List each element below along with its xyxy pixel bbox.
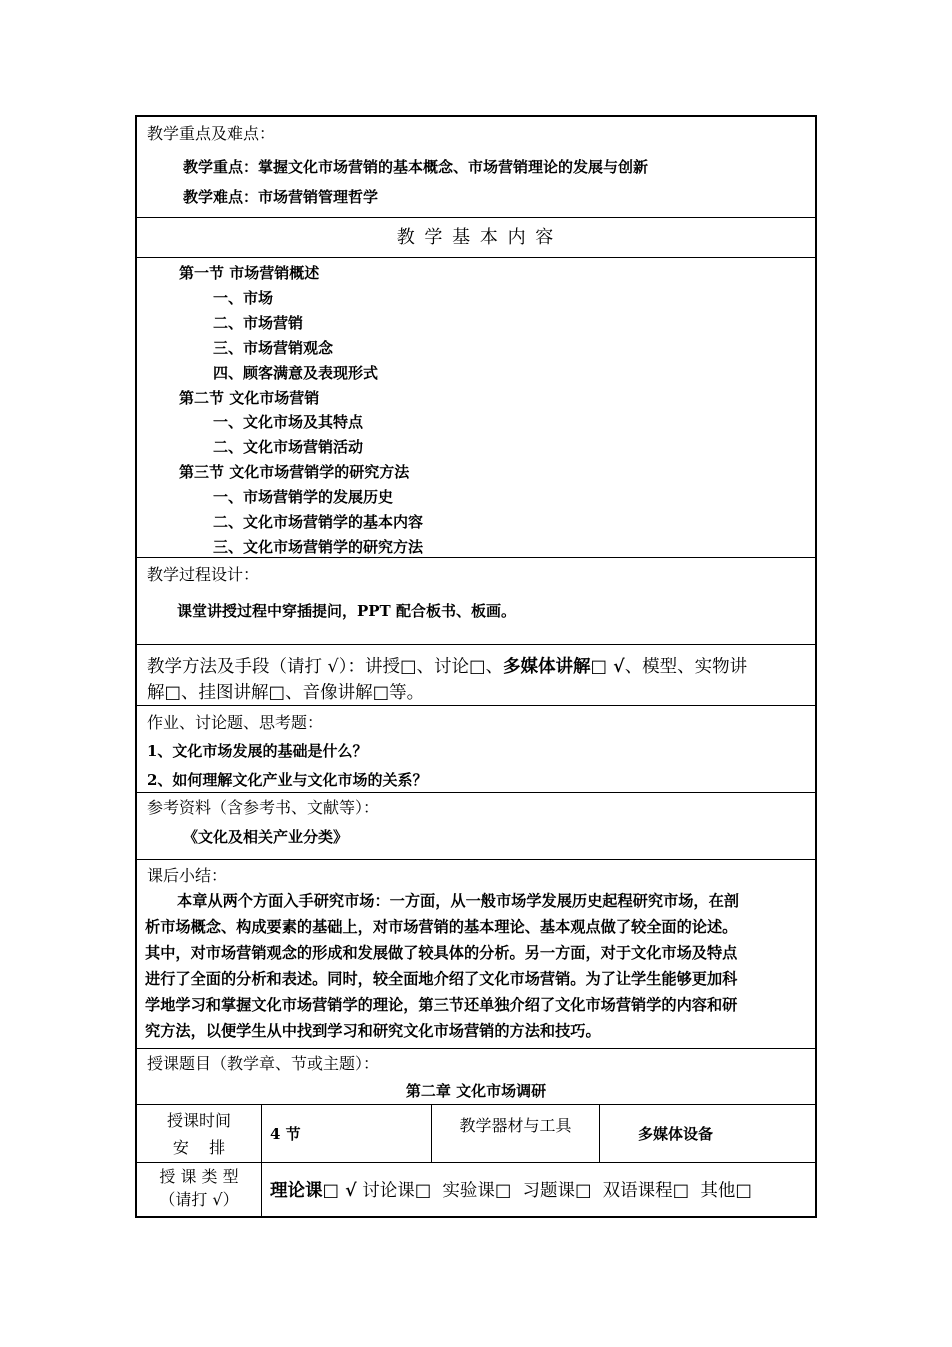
outline-section-title: 第二节 文化市场营销: [179, 388, 320, 407]
key-points-section: [137, 117, 815, 218]
reference-item: 《文化及相关产业分类》: [183, 828, 349, 846]
homework-header: 作业、讨论题、思考题：: [147, 713, 324, 732]
topic-header: 授课题目（教学章、节或主题）：: [147, 1054, 380, 1073]
time-label-line-2: 安 排: [172, 1137, 226, 1157]
homework-question-2: 2、如何理解文化产业与文化市场的关系？: [147, 771, 428, 789]
schedule-section: [137, 1104, 815, 1216]
time-label-line-1: 授课时间: [166, 1110, 231, 1130]
content-header: 教 学 基 本 内 容: [396, 227, 556, 248]
schedule-time-label: [137, 1105, 262, 1163]
schedule-tools-value: 多媒体设备: [600, 1105, 816, 1163]
course-type-label: [137, 1163, 262, 1217]
content-header-row: [137, 218, 815, 258]
key-points-header: 教学重点及难点：: [147, 124, 276, 143]
schedule-tools-label: 教学器材与工具: [432, 1105, 600, 1163]
course-type-label-2: （请打 √）: [159, 1190, 239, 1209]
outline-subitem: 三、市场营销观念: [213, 338, 334, 357]
methods-selected: 多媒体讲解□ √: [503, 657, 625, 677]
homework-section: [137, 706, 815, 793]
summary-body: [137, 888, 815, 1044]
summary-line: 本章从两个方面入手研究市场：一方面，从一般市场学发展历史起程研究市场，在剖: [177, 892, 739, 910]
process-text: 课堂讲授过程中穿插提问，PPT 配合板书、板画。: [177, 602, 516, 620]
schedule-time-value: 4 节: [262, 1105, 432, 1163]
methods-suffix: 、模型、实物讲: [624, 657, 748, 677]
outline-section-title: 第三节 文化市场营销学的研究方法: [179, 463, 410, 482]
references-section: [137, 793, 815, 860]
teaching-difficulty: 教学难点：市场营销管理哲学: [183, 188, 379, 206]
outline-subitem: 四、顾客满意及表现形式: [213, 363, 379, 382]
outline-subitem: 三、文化市场营销学的研究方法: [213, 537, 424, 556]
methods-line-1: [147, 653, 747, 678]
outline-subitem: 二、文化市场营销学的基本内容: [213, 513, 424, 531]
methods-prefix: 教学方法及手段（请打 √）：讲授□、讨论□、: [147, 657, 504, 677]
course-type-options: [262, 1163, 816, 1217]
summary-header: 课后小结：: [147, 866, 228, 885]
outline-subitem: 二、文化市场营销活动: [213, 438, 364, 457]
methods-section: [137, 645, 815, 706]
content-outline: [137, 258, 815, 558]
process-header: 教学过程设计：: [147, 565, 260, 584]
outline-section-title: 第一节 市场营销概述: [179, 264, 320, 282]
outline-subitem: 一、市场营销学的发展历史: [213, 488, 394, 507]
topic-section: [137, 1049, 815, 1105]
process-section: [137, 558, 815, 645]
lesson-plan-table: [135, 115, 817, 1218]
topic-title: 第二章 文化市场调研: [405, 1082, 547, 1100]
course-type-row: [137, 1163, 816, 1217]
schedule-table: [136, 1104, 816, 1217]
summary-line: 进行了全面的分析和表述。同时，较全面地介绍了文化市场营销。为了让学生能够更加科: [145, 970, 738, 988]
summary-section: [137, 860, 815, 1049]
homework-question-1: 1、文化市场发展的基础是什么？: [147, 742, 368, 760]
summary-line: 析市场概念、构成要素的基础上，对市场营销的基本理论、基本观点做了较全面的论述。: [145, 918, 738, 936]
course-type-others: 讨论课□ 实验课□ 习题课□ 双语课程□ 其他□: [356, 1181, 752, 1201]
references-header: 参考资料（含参考书、文献等）：: [147, 798, 380, 817]
summary-line: 学地学习和掌握文化市场营销学的理论，第三节还单独介绍了文化市场营销学的内容和研: [145, 996, 738, 1014]
summary-line: 究方法，以便学生从中找到学习和研究文化市场营销的方法和技巧。: [145, 1022, 601, 1040]
outline-subitem: 一、文化市场及其特点: [213, 413, 364, 432]
methods-line-2: 解□、挂图讲解□、音像讲解□等。: [147, 683, 425, 703]
outline-subitem: 一、市场: [213, 288, 274, 307]
outline-subitem: 二、市场营销: [213, 313, 304, 332]
schedule-row: [137, 1105, 816, 1163]
summary-line: 其中，对市场营销观念的形成和发展做了较具体的分析。另一方面，对于文化市场及特点: [145, 944, 738, 962]
course-type-label-1: 授 课 类 型: [159, 1167, 239, 1186]
course-type-selected: 理论课□ √: [270, 1181, 357, 1201]
teaching-focus: 教学重点：掌握文化市场营销的基本概念、市场营销理论的发展与创新: [183, 158, 649, 176]
